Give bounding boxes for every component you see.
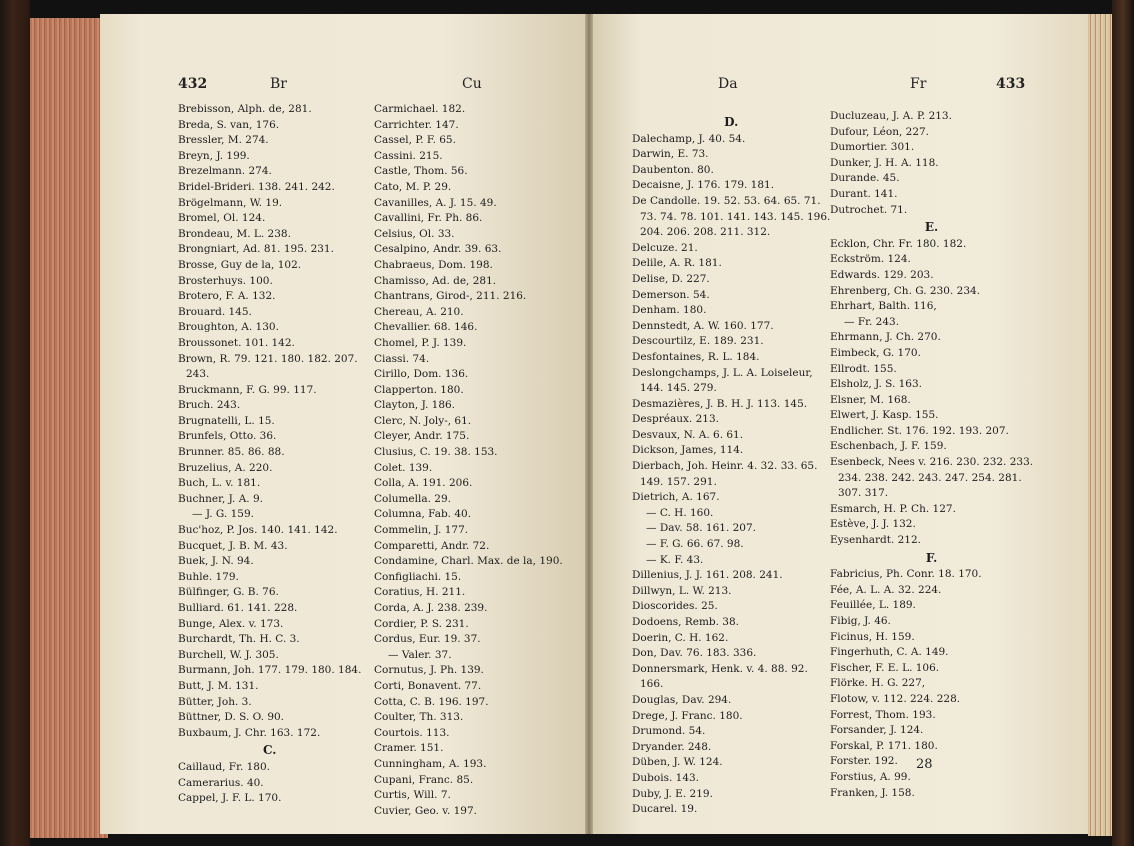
index-entry: Dillenius, J. J. 161. 208. 241. bbox=[632, 569, 783, 582]
index-entry: Bruch. 243. bbox=[178, 399, 241, 412]
index-entry: Bressler, M. 274. bbox=[178, 134, 269, 147]
left-cover bbox=[0, 0, 30, 846]
index-entry: Dryander. 248. bbox=[632, 740, 712, 753]
index-entry: Endlicher. St. 176. 192. 193. 207. bbox=[830, 424, 1009, 437]
index-entry: Dunker, J. H. A. 118. bbox=[830, 156, 939, 169]
index-entry: Flotow, v. 112. 224. 228. bbox=[830, 692, 961, 705]
index-entry: Cavallini, Fr. Ph. 86. bbox=[374, 212, 483, 225]
index-entry: Fabricius, Ph. Conr. 18. 170. bbox=[830, 568, 982, 581]
index-entry: Burchardt, Th. H. C. 3. bbox=[178, 633, 300, 646]
section-letter-heading: F. bbox=[925, 550, 938, 565]
left-page-column-2 bbox=[374, 102, 563, 819]
index-entry: Brotero, F. A. 132. bbox=[178, 290, 276, 303]
index-entry: Commelin, J. 177. bbox=[374, 524, 469, 537]
index-entry: Despréaux. 213. bbox=[632, 413, 719, 426]
index-entry: 73. 74. 78. 101. 141. 143. 145. 196. bbox=[640, 210, 831, 223]
right-page-column-2 bbox=[830, 109, 1033, 801]
index-entry: Dioscorides. 25. bbox=[632, 600, 718, 613]
index-entry: Brown, R. 79. 121. 180. 182. 207. bbox=[178, 352, 358, 365]
index-entry: Cramer. 151. bbox=[374, 742, 444, 755]
index-entry: Cordier, P. S. 231. bbox=[374, 617, 469, 630]
signature-mark: 28 bbox=[916, 757, 933, 772]
index-entry: Don, Dav. 76. 183. 336. bbox=[632, 647, 757, 660]
index-entry: Büttner, D. S. O. 90. bbox=[178, 711, 285, 724]
index-entry: Fingerhuth, C. A. 149. bbox=[830, 646, 949, 659]
index-entry: Forsander, J. 124. bbox=[830, 724, 924, 737]
index-entry: Donnersmark, Henk. v. 4. 88. 92. bbox=[632, 662, 808, 675]
index-entry: Forskal, P. 171. 180. bbox=[830, 739, 938, 752]
index-entry: Bunge, Alex. v. 173. bbox=[178, 617, 284, 630]
index-entry: Bruckmann, F. G. 99. 117. bbox=[178, 383, 317, 396]
index-entry: Brondeau, M. L. 238. bbox=[178, 227, 291, 240]
index-entry: Carmichael. 182. bbox=[374, 103, 466, 115]
index-entry: Cesalpino, Andr. 39. 63. bbox=[374, 243, 502, 256]
index-entry: Dubois. 143. bbox=[632, 771, 700, 784]
index-entry: Buxbaum, J. Chr. 163. 172. bbox=[178, 726, 321, 739]
index-entry: Ecklon, Chr. Fr. 180. 182. bbox=[830, 237, 967, 250]
index-entry: Caillaud, Fr. 180. bbox=[178, 760, 270, 773]
index-entry: Drumond. 54. bbox=[632, 725, 706, 738]
index-entry: Breyn, J. 199. bbox=[178, 149, 250, 162]
index-entry: Deslongchamps, J. L. A. Loiseleur, bbox=[632, 366, 813, 379]
index-entry: Forstius, A. 99. bbox=[830, 770, 911, 783]
index-entry: Delcuze. 21. bbox=[632, 241, 698, 254]
index-entry: Forster. 192. bbox=[830, 755, 898, 768]
index-entry: — Dav. 58. 161. 207. bbox=[646, 522, 757, 535]
index-entry: Ehrhart, Balth. 116, bbox=[830, 300, 937, 313]
index-entry: Descourtilz, E. 189. 231. bbox=[632, 335, 764, 348]
index-entry: Camerarius. 40. bbox=[178, 776, 264, 789]
index-entry: Buek, J. N. 94. bbox=[178, 555, 254, 568]
right-page-edges bbox=[1088, 14, 1112, 836]
index-entry: Chereau, A. 210. bbox=[374, 305, 464, 318]
index-entry: Bütter, Joh. 3. bbox=[178, 695, 252, 708]
index-entry: Buhle. 179. bbox=[178, 570, 239, 583]
index-entry: Demerson. 54. bbox=[632, 288, 710, 301]
index-entry: Eschenbach, J. F. 159. bbox=[830, 440, 947, 453]
index-entry: Ellrodt. 155. bbox=[830, 362, 897, 375]
index-entry: Brosse, Guy de la, 102. bbox=[178, 258, 302, 271]
index-entry: Buc'hoz, P. Jos. 140. 141. 142. bbox=[178, 524, 338, 537]
index-entry: Fée, A. L. A. 32. 224. bbox=[830, 583, 942, 596]
index-entry: Celsius, Ol. 33. bbox=[374, 227, 455, 240]
index-entry: Forrest, Thom. 193. bbox=[830, 708, 936, 721]
index-entry: Cornutus, J. Ph. 139. bbox=[374, 664, 484, 677]
index-entry: Broussonet. 101. 142. bbox=[178, 336, 295, 349]
index-entry: Cato, M. P. 29. bbox=[374, 180, 452, 193]
index-entry: Ficinus, H. 159. bbox=[830, 630, 915, 643]
index-entry: 144. 145. 279. bbox=[640, 382, 717, 395]
index-entry: Curtis, Will. 7. bbox=[374, 789, 451, 802]
index-entry: Cordus, Eur. 19. 37. bbox=[374, 633, 481, 646]
index-entry: Cupani, Franc. 85. bbox=[374, 773, 474, 786]
index-entry: — F. G. 66. 67. 98. bbox=[646, 538, 744, 551]
index-entry: Decaisne, J. 176. 179. 181. bbox=[632, 179, 775, 192]
index-entry: — K. F. 43. bbox=[646, 553, 704, 566]
index-entry: Courtois. 113. bbox=[374, 726, 450, 739]
section-letter-heading: D. bbox=[724, 115, 739, 129]
index-entry: — Valer. 37. bbox=[388, 648, 452, 661]
index-entry: — C. H. 160. bbox=[646, 506, 714, 519]
index-entry: Brezelmann. 274. bbox=[178, 165, 272, 178]
index-entry: Ehrmann, J. Ch. 270. bbox=[830, 331, 941, 344]
index-entry: Ducluzeau, J. A. P. 213. bbox=[830, 110, 952, 122]
index-entry: Durande. 45. bbox=[830, 172, 900, 185]
index-entry: 307. 317. bbox=[838, 487, 889, 500]
index-entry: Esenbeck, Nees v. 216. 230. 232. 233. bbox=[830, 456, 1034, 469]
index-entry: Denham. 180. bbox=[632, 304, 707, 317]
index-entry: Delise, D. 227. bbox=[632, 272, 710, 285]
index-entry: Coulter, Th. 313. bbox=[374, 711, 464, 724]
left-page-column-1 bbox=[178, 102, 361, 807]
left-header-range-end: Cu bbox=[462, 76, 482, 92]
index-entry: Ciassi. 74. bbox=[374, 352, 430, 365]
index-entry: Elwert, J. Kasp. 155. bbox=[830, 409, 939, 422]
right-page-column-1 bbox=[632, 113, 830, 818]
index-entry: Brunfels, Otto. 36. bbox=[178, 430, 277, 443]
right-cover bbox=[1112, 0, 1134, 846]
index-entry: Chamisso, Ad. de, 281. bbox=[374, 274, 497, 287]
index-entry: Butt, J. M. 131. bbox=[178, 679, 259, 692]
index-entry: Colet. 139. bbox=[374, 461, 433, 474]
index-entry: Douglas, Dav. 294. bbox=[632, 693, 732, 706]
index-entry: Eysenhardt. 212. bbox=[830, 534, 921, 547]
index-entry: Buchner, J. A. 9. bbox=[178, 492, 263, 505]
index-entry: 204. 206. 208. 211. 312. bbox=[640, 226, 771, 239]
index-entry: Clayton, J. 186. bbox=[374, 399, 456, 412]
index-entry: Duby, J. E. 219. bbox=[632, 787, 713, 800]
index-entry: Brosterhuys. 100. bbox=[178, 274, 273, 287]
index-entry: Bridel-Brideri. 138. 241. 242. bbox=[178, 180, 335, 193]
right-header-range-start: Da bbox=[718, 76, 738, 92]
index-entry: Dierbach, Joh. Heinr. 4. 32. 33. 65. bbox=[632, 460, 818, 473]
index-entry: Drege, J. Franc. 180. bbox=[632, 709, 743, 722]
index-entry: Desmazières, J. B. H. J. 113. 145. bbox=[632, 397, 808, 410]
index-entry: Cassel, P. F. 65. bbox=[374, 134, 456, 147]
index-entry: — J. G. 159. bbox=[192, 508, 254, 521]
index-entry: Columella. 29. bbox=[374, 492, 451, 505]
index-entry: Dumortier. 301. bbox=[830, 141, 915, 154]
right-header-range-end: Fr bbox=[910, 76, 927, 92]
index-entry: Brebisson, Alph. de, 281. bbox=[178, 103, 312, 115]
index-entry: Configliachi. 15. bbox=[374, 570, 462, 583]
index-entry: Cotta, C. B. 196. 197. bbox=[374, 695, 489, 708]
index-entry: Eimbeck, G. 170. bbox=[830, 346, 921, 359]
index-entry: Fischer, F. E. L. 106. bbox=[830, 661, 940, 674]
left-header-range-start: Br bbox=[270, 76, 287, 92]
index-entry: Clerc, N. Joly-, 61. bbox=[374, 414, 472, 427]
index-entry: Broughton, A. 130. bbox=[178, 321, 279, 334]
index-entry: — Fr. 243. bbox=[844, 315, 900, 328]
index-entry: Dufour, Léon, 227. bbox=[830, 125, 930, 138]
index-entry: Buch, L. v. 181. bbox=[178, 477, 261, 490]
index-entry: Cavanilles, A. J. 15. 49. bbox=[374, 196, 497, 209]
index-entry: Darwin, E. 73. bbox=[632, 148, 709, 161]
index-entry: Cappel, J. F. L. 170. bbox=[178, 792, 282, 805]
index-entry: Carrichter. 147. bbox=[374, 118, 459, 131]
index-entry: Clusius, C. 19. 38. 153. bbox=[374, 446, 498, 459]
index-entry: Bucquet, J. B. M. 43. bbox=[178, 539, 288, 552]
index-entry: Chevallier. 68. 146. bbox=[374, 321, 478, 334]
index-entry: Esmarch, H. P. Ch. 127. bbox=[830, 502, 956, 515]
index-entry: Castle, Thom. 56. bbox=[374, 165, 468, 178]
index-entry: De Candolle. 19. 52. 53. 64. 65. 71. bbox=[632, 194, 821, 207]
index-entry: Brouard. 145. bbox=[178, 305, 252, 318]
index-entry: Brongniart, Ad. 81. 195. 231. bbox=[178, 243, 334, 256]
index-entry: Daubenton. 80. bbox=[632, 163, 714, 176]
index-entry: Clapperton. 180. bbox=[374, 383, 464, 396]
index-entry: Desfontaines, R. L. 184. bbox=[632, 350, 760, 363]
index-entry: Brugnatelli, L. 15. bbox=[178, 414, 275, 427]
index-entry: Flörke. H. G. 227, bbox=[830, 677, 926, 690]
index-entry: Burchell, W. J. 305. bbox=[178, 648, 279, 661]
index-entry: Chabraeus, Dom. 198. bbox=[374, 258, 493, 271]
index-entry: Elsner, M. 168. bbox=[830, 393, 911, 406]
index-entry: Bruzelius, A. 220. bbox=[178, 461, 273, 474]
index-entry: Brögelmann, W. 19. bbox=[178, 196, 283, 209]
index-entry: Colla, A. 191. 206. bbox=[374, 477, 473, 490]
index-entry: Düben, J. W. 124. bbox=[632, 756, 723, 769]
index-entry: Corti, Bonavent. 77. bbox=[374, 679, 482, 692]
index-entry: Dennstedt, A. W. 160. 177. bbox=[632, 319, 774, 332]
index-entry: Bulliard. 61. 141. 228. bbox=[178, 602, 298, 614]
index-entry: Eckström. 124. bbox=[830, 253, 911, 266]
index-entry: Bromel, Ol. 124. bbox=[178, 212, 266, 225]
left-page-number: 432 bbox=[178, 76, 208, 92]
index-entry: Feuillée, L. 189. bbox=[830, 599, 916, 612]
index-entry: Fibig, J. 46. bbox=[830, 615, 891, 627]
index-entry: Ehrenberg, Ch. G. 230. 234. bbox=[830, 284, 981, 297]
index-entry: Comparetti, Andr. 72. bbox=[374, 539, 490, 552]
book-gutter bbox=[585, 14, 593, 834]
index-entry: Coratius, H. 211. bbox=[374, 586, 466, 599]
index-entry: Desvaux, N. A. 6. 61. bbox=[632, 428, 744, 441]
index-entry: Edwards. 129. 203. bbox=[830, 268, 934, 281]
index-entry: Dillwyn, L. W. 213. bbox=[632, 584, 732, 597]
index-entry: Cuvier, Geo. v. 197. bbox=[374, 804, 477, 817]
index-entry: Elsholz, J. S. 163. bbox=[830, 378, 923, 391]
index-entry: Cassini. 215. bbox=[374, 149, 443, 162]
section-letter-heading: E. bbox=[924, 220, 939, 235]
index-entry: Cirillo, Dom. 136. bbox=[374, 368, 469, 381]
index-entry: Cleyer, Andr. 175. bbox=[374, 430, 470, 443]
index-entry: Dalechamp, J. 40. 54. bbox=[632, 132, 746, 145]
index-entry: Cunningham, A. 193. bbox=[374, 757, 487, 770]
index-entry: Dietrich, A. 167. bbox=[632, 491, 720, 504]
index-entry: Franken, J. 158. bbox=[830, 786, 915, 799]
index-entry: Dutrochet. 71. bbox=[830, 203, 908, 216]
index-entry: Chomel, P. J. 139. bbox=[374, 336, 467, 349]
section-letter-heading: C. bbox=[262, 743, 277, 758]
index-entry: Brunner. 85. 86. 88. bbox=[178, 446, 285, 459]
index-entry: Ducarel. 19. bbox=[632, 803, 698, 816]
left-page-edges bbox=[30, 18, 108, 838]
index-entry: Breda, S. van, 176. bbox=[178, 118, 280, 131]
index-entry: 166. bbox=[640, 678, 664, 691]
index-entry: Bülfinger, G. B. 76. bbox=[178, 586, 279, 599]
index-entry: 243. bbox=[186, 368, 210, 381]
index-entry: 149. 157. 291. bbox=[640, 475, 717, 488]
index-entry: Dickson, James, 114. bbox=[632, 444, 744, 457]
right-page-number: 433 bbox=[996, 76, 1026, 92]
index-entry: Dodoens, Remb. 38. bbox=[632, 616, 739, 628]
index-entry: Doerin, C. H. 162. bbox=[632, 631, 729, 644]
index-entry: Delile, A. R. 181. bbox=[632, 257, 722, 270]
index-entry: Chantrans, Girod-, 211. 216. bbox=[374, 290, 527, 303]
index-entry: Columna, Fab. 40. bbox=[374, 508, 472, 521]
index-entry: Burmann, Joh. 177. 179. 180. 184. bbox=[178, 664, 362, 677]
index-entry: Durant. 141. bbox=[830, 187, 898, 200]
index-entry: Estève, J. J. 132. bbox=[830, 518, 916, 531]
index-entry: Corda, A. J. 238. 239. bbox=[374, 602, 488, 614]
index-entry: Condamine, Charl. Max. de la, 190. bbox=[374, 555, 563, 568]
index-entry: 234. 238. 242. 243. 247. 254. 281. bbox=[838, 471, 1022, 484]
